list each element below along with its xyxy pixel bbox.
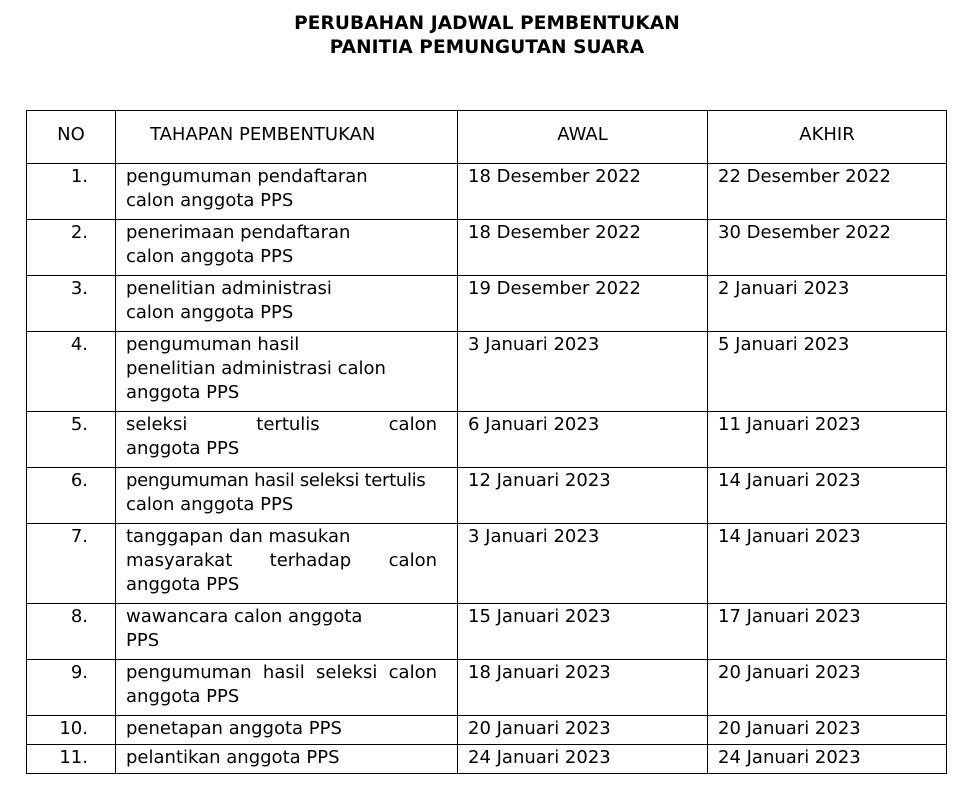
row-tahapan — [116, 468, 458, 524]
document-title — [0, 12, 974, 60]
row-akhir: 22 Desember 2022 — [708, 164, 947, 220]
row-tahapan — [116, 332, 458, 412]
row-akhir: 24 Januari 2023 — [708, 745, 947, 774]
row-awal: 15 Januari 2023 — [458, 604, 708, 660]
row-tahapan — [116, 716, 458, 745]
row-awal: 18 Desember 2022 — [458, 220, 708, 276]
table-row — [27, 524, 947, 604]
tahapan-line: pelantikan anggota PPS — [126, 747, 340, 768]
row-awal: 3 Januari 2023 — [458, 524, 708, 604]
table-row — [27, 660, 947, 716]
tahapan-line: tanggapan dan masukan — [126, 526, 351, 547]
tahapan-line: penerimaan pendaftaran — [126, 222, 351, 243]
row-akhir: 14 Januari 2023 — [708, 468, 947, 524]
row-awal: 3 Januari 2023 — [458, 332, 708, 412]
tahapan-line: penelitian administrasi calon — [126, 358, 386, 379]
table-row — [27, 164, 947, 220]
table-row — [27, 332, 947, 412]
tahapan-line: masyarakat terhadap calon — [126, 550, 437, 571]
table-row — [27, 276, 947, 332]
header-awal: AWAL — [458, 111, 708, 164]
row-number: 1. — [27, 164, 116, 220]
tahapan-line: pengumuman hasil seleksi tertulis — [126, 470, 426, 491]
row-akhir: 11 Januari 2023 — [708, 412, 947, 468]
row-awal: 12 Januari 2023 — [458, 468, 708, 524]
table-row — [27, 745, 947, 774]
table-row — [27, 468, 947, 524]
title-line-2: PANITIA PEMUNGUTAN SUARA — [329, 37, 645, 58]
row-tahapan — [116, 164, 458, 220]
row-number: 5. — [27, 412, 116, 468]
row-awal: 18 Januari 2023 — [458, 660, 708, 716]
tahapan-line: anggota PPS — [126, 686, 240, 707]
tahapan-line: anggota PPS — [126, 574, 240, 595]
row-awal: 18 Desember 2022 — [458, 164, 708, 220]
tahapan-line: PPS — [126, 630, 160, 651]
row-akhir: 2 Januari 2023 — [708, 276, 947, 332]
table-row — [27, 220, 947, 276]
row-tahapan — [116, 604, 458, 660]
tahapan-line: calon anggota PPS — [126, 246, 294, 267]
table-row — [27, 412, 947, 468]
row-number: 3. — [27, 276, 116, 332]
tahapan-line: anggota PPS — [126, 438, 240, 459]
table-row — [27, 604, 947, 660]
row-awal: 19 Desember 2022 — [458, 276, 708, 332]
row-akhir: 30 Desember 2022 — [708, 220, 947, 276]
tahapan-line: wawancara calon anggota — [126, 606, 363, 627]
row-number: 4. — [27, 332, 116, 412]
row-akhir: 20 Januari 2023 — [708, 660, 947, 716]
row-number: 11. — [27, 745, 116, 774]
row-akhir: 5 Januari 2023 — [708, 332, 947, 412]
tahapan-line: seleksi tertulis calon — [126, 414, 437, 435]
schedule-table — [26, 110, 947, 774]
row-number: 9. — [27, 660, 116, 716]
row-tahapan — [116, 660, 458, 716]
row-number: 8. — [27, 604, 116, 660]
row-number: 10. — [27, 716, 116, 745]
row-tahapan — [116, 412, 458, 468]
row-tahapan — [116, 524, 458, 604]
row-tahapan — [116, 220, 458, 276]
tahapan-line: penetapan anggota PPS — [126, 718, 342, 739]
tahapan-line: anggota PPS — [126, 382, 240, 403]
row-number: 7. — [27, 524, 116, 604]
row-tahapan — [116, 276, 458, 332]
table-row — [27, 716, 947, 745]
tahapan-line: penelitian administrasi — [126, 278, 332, 299]
tahapan-line: pengumuman hasil — [126, 334, 300, 355]
row-awal: 20 Januari 2023 — [458, 716, 708, 745]
row-number: 6. — [27, 468, 116, 524]
row-awal: 24 Januari 2023 — [458, 745, 708, 774]
table-header-row — [27, 111, 947, 164]
row-akhir: 17 Januari 2023 — [708, 604, 947, 660]
header-tahapan: TAHAPAN PEMBENTUKAN — [116, 111, 458, 164]
row-akhir: 14 Januari 2023 — [708, 524, 947, 604]
row-akhir: 20 Januari 2023 — [708, 716, 947, 745]
row-tahapan — [116, 745, 458, 774]
row-awal: 6 Januari 2023 — [458, 412, 708, 468]
header-akhir: AKHIR — [708, 111, 947, 164]
header-no: NO — [27, 111, 116, 164]
title-line-1: PERUBAHAN JADWAL PEMBENTUKAN — [294, 13, 680, 34]
tahapan-line: calon anggota PPS — [126, 494, 294, 515]
tahapan-line: pengumuman hasil seleksi calon — [126, 662, 437, 683]
tahapan-line: calon anggota PPS — [126, 302, 294, 323]
tahapan-line: pengumuman pendaftaran — [126, 166, 368, 187]
tahapan-line: calon anggota PPS — [126, 190, 294, 211]
row-number: 2. — [27, 220, 116, 276]
